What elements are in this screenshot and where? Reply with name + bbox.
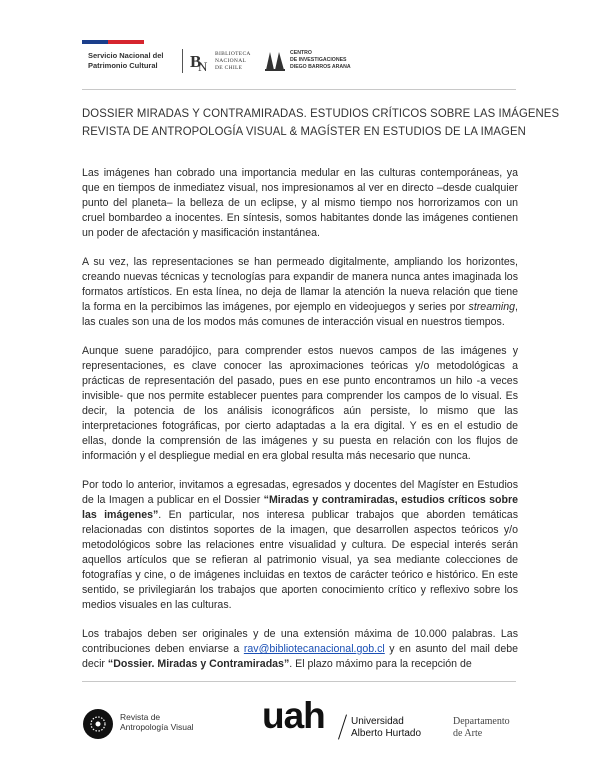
- svg-text:N: N: [198, 59, 208, 74]
- paragraph-4: Por todo lo anterior, invitamos a egresadas, egresados y docentes del Magíster en Estudios de la Imagen a publicar en el Dossier “Miradas y contramiradas, estudios críticos sobre las imágenes”. En particular, nos interesa publicar trabajos que aborden temáticas relacionadas con distintos soportes de la imagen, que desarrollen aspectos teóricos y/o metodológicos sobre las relaciones entre visualidad y cultura. De especial interés serán aquellos artículos que se refieran al patrimonio visual, ya sea mediante colecciones de fotografías y cine, o de imágenes incluidas en textos de carácter teórico e histórico. En este sentido, se privilegiarán los trabajos que aporten conocimiento crítico y reflexivo sobre los medios visuales en las culturas.: [82, 479, 518, 611]
- header-logos: [82, 40, 522, 80]
- document-body: [82, 166, 518, 686]
- paragraph-5: Los trabajos deben ser originales y de una extensión máxima de 10.000 palabras. Las contribuciones deben enviarse a rav@bibliotecanacional.gob.cl y en asunto del mail debe decir “Dossier. Miradas y Contramiradas”. El plazo máximo para la recepción de: [82, 628, 518, 670]
- snpc-logo-text: Servicio Nacional del Patrimonio Cultural: [88, 51, 164, 70]
- paragraph-2: A su vez, las representaciones se han permeado digitalmente, ampliando los horizontes, creando nuevas técnicas y tecnologías para expandir de manera nunca antes imaginada los formatos artísticos. En esta línea, no deja de llamar la atención la nueva relación que tiene la forma en la percibimos las imágenes, por ejemplo en videojuegos y series por streaming, las cuales son una de los modos más comunes de interacción visual en nuestros tiempos.: [82, 256, 518, 328]
- rav-logo-text: Revista de Antropología Visual: [120, 712, 194, 732]
- uah-name-text: Universidad Alberto Hurtado: [351, 716, 422, 739]
- rav-logo-icon: [82, 708, 114, 740]
- header-divider: [182, 49, 183, 73]
- svg-text:B: B: [190, 52, 202, 71]
- uah-slash: [338, 714, 347, 739]
- paragraph-1: Las imágenes han cobrado una importancia medular en las culturas contemporáneas, ya que en tiempos de inmediatez visual, nos impresionamos al ver en directo –desde cualquier punto del planeta– la belleza de un eclipse, y al mismo tiempo nos horrorizamos con un cruel bombardeo a inocentes. En síntesis, somos habitantes donde las imágenes contienen un poder de afectación y masificación instantánea.: [82, 167, 518, 239]
- header-rule: [82, 89, 516, 90]
- departamento-arte-text: Departamento de Arte: [453, 716, 510, 739]
- paragraph-3: Aunque suene paradójico, para comprender estos nuevos campos de las imágenes y representaciones, es clave conocer las aproximaciones teóricas y/o metodológicas a prácticas de representación del pasado, pues en ese punto encontramos un hilo -a veces invisible- que nos permite establecer puentes para comprender los campos de lo visual. Es decir, la potencia de los análisis iconográficos aún persiste, lo mismo que las interpretaciones fotográficas, por cierto adaptadas a la era digital. Y es en el estudio de ellas, donde la comprensión de las imágenes y su puesta en relación con los flujos de información y el despliegue medial en era global resulta más necesario que nunca.: [82, 345, 518, 462]
- biblioteca-nacional-text: BIBLIOTECA NACIONAL DE CHILE: [215, 51, 251, 71]
- flag-stripe: [82, 40, 144, 44]
- email-link[interactable]: rav@bibliotecanacional.gob.cl: [243, 643, 385, 655]
- centro-investigaciones-logo-icon: [264, 48, 286, 72]
- title-line-2: REVISTA DE ANTROPOLOGÍA VISUAL & MAGÍSTER EN ESTUDIOS DE LA IMAGEN: [82, 124, 526, 138]
- centro-investigaciones-text: CENTRO DE INVESTIGACIONES DIEGO BARROS ARANA: [290, 50, 351, 70]
- uah-logo: uah: [262, 695, 325, 736]
- biblioteca-nacional-logo-icon: [189, 48, 211, 74]
- document-title: [82, 104, 560, 140]
- footer-rule: [82, 681, 516, 682]
- title-line-1: DOSSIER MIRADAS Y CONTRAMIRADAS. ESTUDIOS CRÍTICOS SOBRE LAS IMÁGENES: [82, 106, 560, 120]
